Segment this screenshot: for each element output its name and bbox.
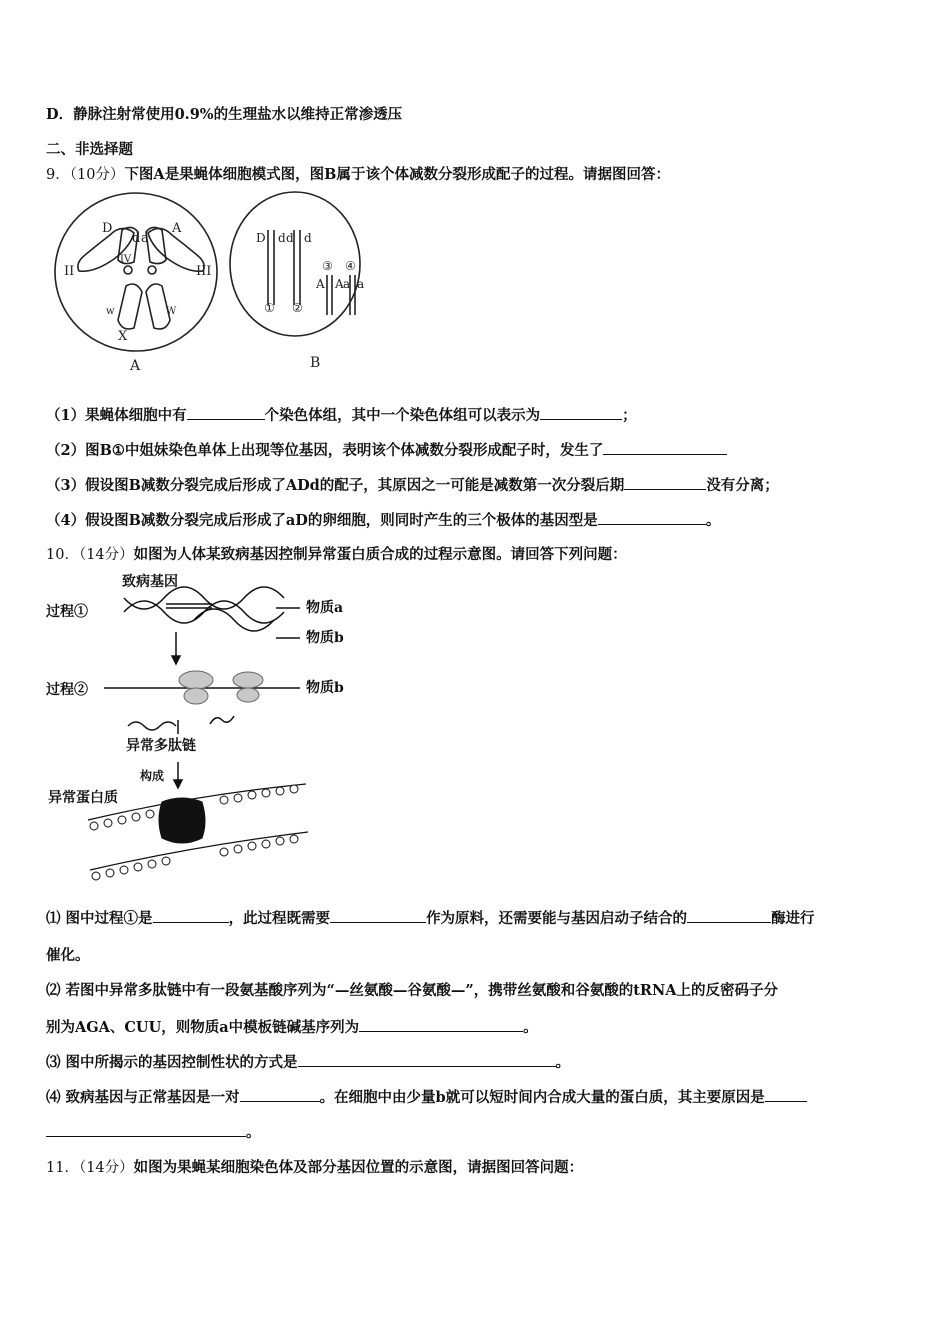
q10-part2-cont: 别为AGA、CUU，则物质a中模板链碱基序列为 。 <box>46 1019 538 1036</box>
q10-number: 10． <box>46 547 79 563</box>
answer-blank[interactable] <box>598 510 706 525</box>
q10-figure <box>44 570 354 890</box>
answer-blank[interactable] <box>624 475 706 490</box>
fig-gene-label: 致病基因 <box>122 574 178 590</box>
fig-label-D: D <box>102 221 113 236</box>
fig-substance-b-2: 物质b <box>306 680 344 696</box>
b-label-a2: a <box>357 277 365 291</box>
q10-stem: 10．（14分）如图为人体某致病基因控制异常蛋白质合成的过程示意图。请回答下列问题： <box>46 546 627 563</box>
q10-part1-cont: 催化。 <box>46 947 90 964</box>
fig-label-II: II <box>64 264 75 279</box>
cell-a <box>55 193 217 351</box>
fig-label-X: X <box>118 329 128 344</box>
q9-stem: 9．（10分）下图A是果蝇体细胞模式图，图B属于该个体减数分裂形成配子的过程。请据图回答： <box>46 166 670 183</box>
b-label-d3: d <box>304 231 312 245</box>
b-label-circle2: ② <box>292 301 303 315</box>
cell-b-labels <box>256 231 364 371</box>
b-label-circle1: ① <box>264 301 275 315</box>
q10-part2: ⑵ 若图中异常多肽链中有一段氨基酸序列为“—丝氨酸—谷氨酸—”，携带丝氨酸和谷氨酸的tRNA上的反密码子分 <box>46 982 778 999</box>
fig-compose-label: 构成 <box>140 769 165 783</box>
fig-label-w: w <box>106 306 115 317</box>
fig-protein-label: 异常蛋白质 <box>48 790 118 806</box>
fig-label-III: III <box>196 264 212 279</box>
q11-score: （14分） <box>78 1160 134 1176</box>
q10-part4: ⑷ 致病基因与正常基因是一对 。在细胞中由少量b就可以短时间内合成大量的蛋白质，其主要原因是 <box>46 1086 807 1107</box>
answer-blank[interactable] <box>298 1052 556 1067</box>
q11-stem: 11．（14分）如图为果蝇某细胞染色体及部分基因位置的示意图，请据图回答问题： <box>46 1159 584 1176</box>
fig-label-A: A <box>172 221 182 236</box>
answer-blank[interactable] <box>540 405 622 420</box>
answer-blank[interactable] <box>330 908 426 923</box>
b-label-D: D <box>256 231 266 245</box>
fig-substance-b-1: 物质b <box>306 630 344 646</box>
b-label-A2: A <box>335 277 344 291</box>
answer-blank[interactable] <box>765 1087 807 1102</box>
q9-part3: （3）假设图B减数分裂完成后形成了ADd的配子，其原因之一可能是减数第一次分裂后期 没有分离； <box>46 477 779 494</box>
q9-part1: （1）果蝇体细胞中有 个染色体组，其中一个染色体组可以表示为 ； <box>46 407 637 424</box>
fig-polypeptide-label: 异常多肽链 <box>126 738 196 754</box>
answer-blank[interactable] <box>240 1087 320 1102</box>
b-label-circle4: ④ <box>345 259 356 273</box>
q10-part4-cont: 。 <box>46 1121 261 1142</box>
fig-label-IV: IV <box>120 254 132 265</box>
answer-blank[interactable] <box>46 1122 246 1137</box>
fig-label-d: d <box>132 231 141 246</box>
q9-part4: （4）假设图B减数分裂完成后形成了aD的卵细胞，则同时产生的三个极体的基因型是 。 <box>46 512 721 529</box>
fig-label-W: W <box>166 306 177 317</box>
q9-part2: （2）图B①中姐妹染色单体上出现等位基因，表明该个体减数分裂形成配子时，发生了 <box>46 439 727 460</box>
fig-label-a: a <box>141 231 149 246</box>
q10-part1: ⑴ 图中过程①是 ，此过程既需要 作为原料，还需要能与基因启动子结合的 酶进行 <box>46 910 815 927</box>
fig-caption-a: A <box>130 358 141 374</box>
fig-caption-b: B <box>310 355 321 371</box>
q9-figure <box>52 190 365 375</box>
q8-option-d: D．静脉注射常使用0.9%的生理盐水以维持正常渗透压 <box>46 106 403 123</box>
b-label-a1: a <box>343 277 351 291</box>
answer-blank[interactable] <box>153 908 229 923</box>
b-label-A1: A <box>316 277 325 291</box>
answer-blank[interactable] <box>359 1017 523 1032</box>
q9-number: 9． <box>46 167 70 183</box>
q9-score: （10分） <box>69 167 125 183</box>
answer-blank[interactable] <box>603 440 727 455</box>
q10-score: （14分） <box>78 547 134 563</box>
b-label-d2: d <box>286 231 294 245</box>
fig-substance-a-1: 物质a <box>306 600 344 616</box>
section-title: 二、非选择题 <box>46 141 133 158</box>
membrane <box>88 784 308 880</box>
fig-process1-label: 过程① <box>46 604 88 620</box>
b-label-circle3: ③ <box>322 259 333 273</box>
q10-part3: ⑶ 图中所揭示的基因控制性状的方式是 。 <box>46 1054 571 1071</box>
fig-process2-label: 过程② <box>46 682 88 698</box>
answer-blank[interactable] <box>187 405 265 420</box>
b-label-d1: d <box>278 231 286 245</box>
q11-number: 11． <box>46 1160 79 1176</box>
answer-blank[interactable] <box>687 908 771 923</box>
